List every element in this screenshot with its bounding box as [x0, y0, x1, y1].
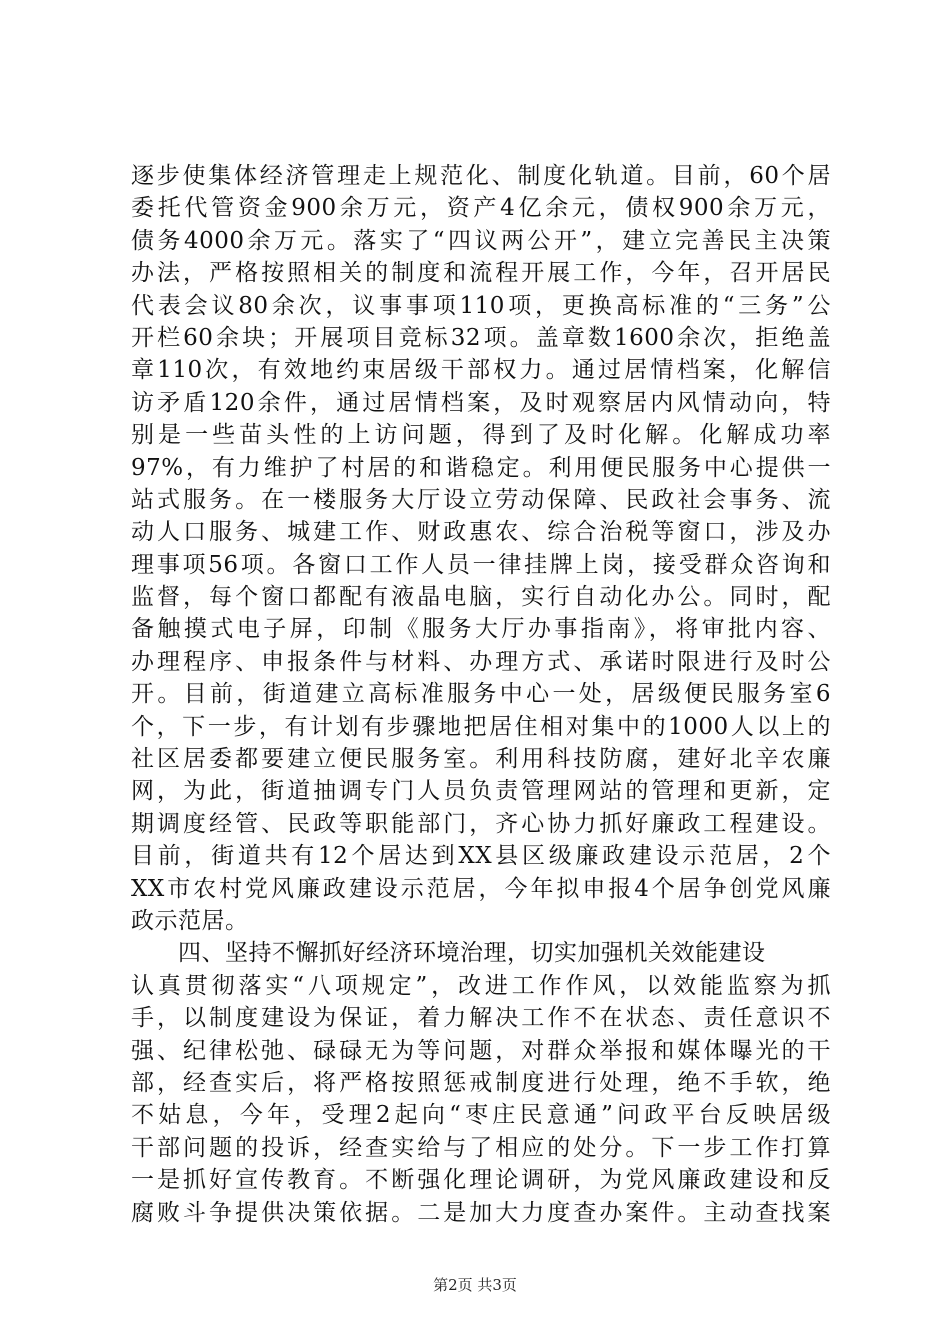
text-line: 强、纪律松弛、碌碌无为等问题，对群众举报和媒体曝光的干	[131, 1037, 831, 1064]
page-footer: 第2页 共3页	[433, 1276, 517, 1294]
text-line: 动人口服务、城建工作、财政惠农、综合治税等窗口，涉及办	[131, 519, 831, 546]
text-line: 网，为此，街道抽调专门人员负责管理网站的管理和更新，定	[131, 778, 831, 805]
text-line: 备触摸式电子屏，印制《服务大厅办事指南》，将审批内容、	[131, 616, 831, 643]
text-line: 部，经查实后，将严格按照惩戒制度进行处理，绝不手软，绝	[131, 1069, 831, 1096]
text-line: 四、坚持不懈抓好经济环境治理，切实加强机关效能建设	[131, 940, 766, 967]
text-line: 认真贯彻落实“八项规定”，改进工作作风，以效能监察为抓	[131, 972, 831, 999]
text-line: 社区居委都要建立便民服务室。利用科技防腐，建好北辛农廉	[131, 746, 831, 773]
text-line: 个，下一步，有计划有步骤地把居住相对集中的1000人以上的	[131, 713, 831, 740]
text-line: 逐步使集体经济管理走上规范化、制度化轨道。目前，60个居	[131, 163, 831, 189]
text-line: 开栏60余块；开展项目竞标32项。盖章数1600余次，拒绝盖	[131, 324, 831, 351]
text-line: XX市农村党风廉政建设示范居，今年拟申报4个居争创党风廉	[131, 875, 831, 902]
text-line: 理事项56项。各窗口工作人员一律挂牌上岗，接受群众咨询和	[131, 551, 831, 578]
text-line: 代表会议80余次，议事事项110项，更换高标准的“三务”公	[131, 292, 831, 319]
text-line: 委托代管资金900余万元，资产4亿余元，债权900余万元，	[131, 195, 831, 222]
text-line: 办理程序、申报条件与材料、办理方式、承诺时限进行及时公	[131, 648, 831, 675]
text-line: 期调度经管、民政等职能部门，齐心协力抓好廉政工程建设。	[131, 810, 831, 837]
text-line: 办法，严格按照相关的制度和流程开展工作，今年，召开居民	[131, 260, 831, 287]
text-line: 腐败斗争提供决策依据。二是加大力度查办案件。主动查找案	[131, 1199, 831, 1226]
document-body	[131, 160, 831, 1229]
text-line: 目前，街道共有12个居达到XX县区级廉政建设示范居，2个	[131, 843, 831, 870]
text-line: 监督，每个窗口都配有液晶电脑，实行自动化办公。同时，配	[131, 584, 831, 611]
text-line: 开。目前，街道建立高标准服务中心一处，居级便民服务室6	[131, 681, 831, 708]
text-line: 政示范居。	[131, 907, 249, 934]
text-line: 不姑息，今年，受理2起向“枣庄民意通”问政平台反映居级	[131, 1102, 831, 1129]
text-line: 债务4000余万元。落实了“四议两公开”，建立完善民主决策	[131, 227, 831, 254]
text-line: 站式服务。在一楼服务大厅设立劳动保障、民政社会事务、流	[131, 486, 831, 513]
text-line: 一是抓好宣传教育。不断强化理论调研，为党风廉政建设和反	[131, 1167, 831, 1194]
text-line: 章110次，有效地约束居级干部权力。通过居情档案，化解信	[131, 357, 831, 384]
text-line: 干部问题的投诉，经查实给与了相应的处分。下一步工作打算	[131, 1134, 831, 1161]
text-line: 97%，有力维护了村居的和谐稳定。利用便民服务中心提供一	[131, 454, 831, 481]
text-line: 别是一些苗头性的上访问题，得到了及时化解。化解成功率	[131, 422, 831, 449]
text-line: 访矛盾120余件，通过居情档案，及时观察居内风情动向，特	[131, 389, 831, 416]
text-line: 手，以制度建设为保证，着力解决工作不在状态、责任意识不	[131, 1005, 831, 1032]
